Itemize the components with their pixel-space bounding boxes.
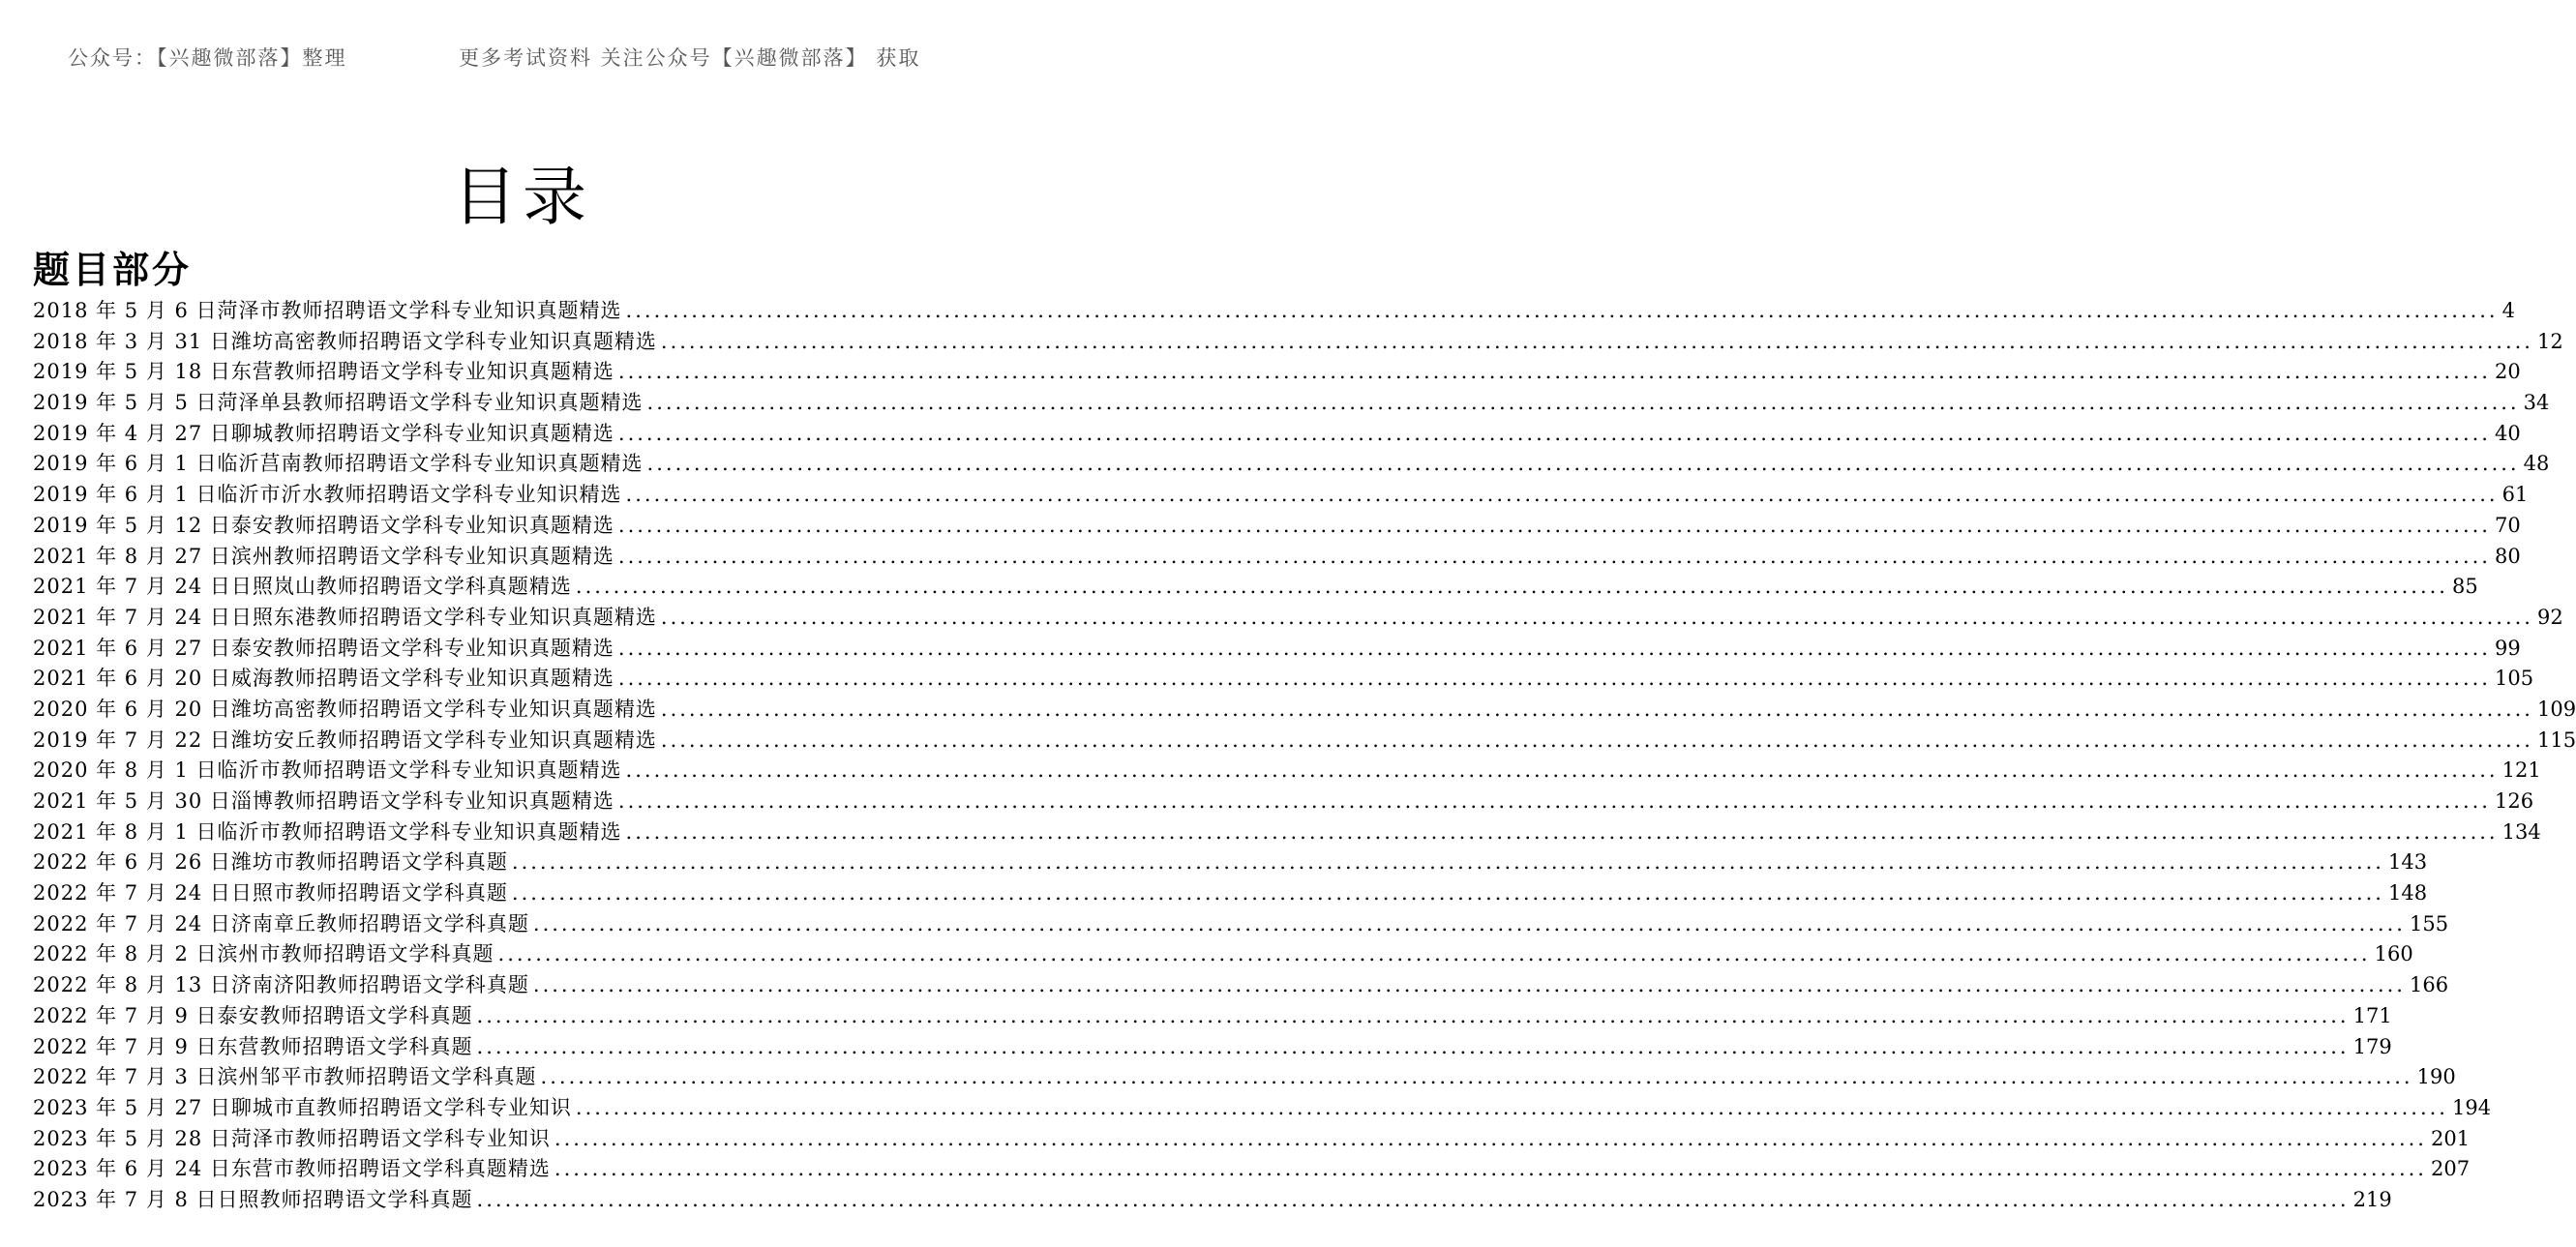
toc-entry-page-number: 148 bbox=[2387, 881, 2428, 906]
toc-dot-leader: ........................................................................................................................................................................................................ bbox=[540, 1065, 2413, 1089]
toc-entry[interactable] bbox=[33, 969, 2449, 1000]
toc-dot-leader: ........................................................................................................................................................................................................ bbox=[575, 575, 2448, 599]
toc-dot-leader: ........................................................................................................................................................................................................ bbox=[554, 1157, 2427, 1181]
toc-entry-page-number: 61 bbox=[2501, 483, 2529, 507]
toc-dot-leader: ........................................................................................................................................................................................................ bbox=[476, 1034, 2350, 1058]
toc-entry-page-number: 179 bbox=[2352, 1034, 2392, 1058]
toc-entry-title: 2018 年 3 月 31 日潍坊高密教师招聘语文学科专业知识真题精选 bbox=[33, 329, 657, 353]
toc-entry[interactable] bbox=[33, 908, 2449, 939]
toc-dot-leader: ........................................................................................................................................................................................................ bbox=[617, 544, 2491, 568]
toc-entry-title: 2021 年 8 月 1 日临沂市教师招聘语文学科专业知识真题精选 bbox=[33, 819, 622, 844]
toc-entry-page-number: 105 bbox=[2494, 667, 2534, 691]
toc-entry[interactable] bbox=[33, 1123, 2471, 1154]
toc-entry-title: 2022 年 8 月 13 日济南济阳教师招聘语文学科真题 bbox=[33, 973, 529, 997]
toc-entry[interactable] bbox=[33, 387, 2550, 418]
toc-dot-leader: ........................................................................................................................................................................................................ bbox=[476, 1003, 2350, 1027]
toc-entry[interactable] bbox=[33, 663, 2534, 694]
toc-entry-page-number: 20 bbox=[2494, 360, 2521, 384]
toc-entry-page-number: 166 bbox=[2409, 973, 2449, 997]
toc-entry-title: 2022 年 6 月 26 日潍坊市教师招聘语文学科真题 bbox=[33, 850, 508, 875]
toc-entry[interactable] bbox=[33, 1031, 2392, 1062]
toc-entry[interactable] bbox=[33, 846, 2428, 877]
toc-dot-leader: ........................................................................................................................................................................................................ bbox=[646, 452, 2520, 476]
toc-dot-leader: ........................................................................................................................................................................................................ bbox=[625, 483, 2499, 507]
toc-dot-leader: ........................................................................................................................................................................................................ bbox=[660, 697, 2533, 721]
toc-entry-page-number: 121 bbox=[2501, 758, 2541, 783]
toc-entry-title: 2019 年 6 月 1 日临沂莒南教师招聘语文学科专业知识真题精选 bbox=[33, 452, 644, 476]
toc-entry-page-number: 99 bbox=[2494, 636, 2521, 660]
toc-entry-page-number: 12 bbox=[2536, 329, 2563, 353]
toc-entry[interactable] bbox=[33, 755, 2541, 786]
toc-dot-leader: ........................................................................................................................................................................................................ bbox=[625, 819, 2499, 844]
toc-entry-title: 2019 年 4 月 27 日聊城教师招聘语文学科专业知识真题精选 bbox=[33, 421, 614, 445]
toc-entry[interactable] bbox=[33, 295, 2515, 326]
toc-dot-leader: ........................................................................................................................................................................................................ bbox=[660, 605, 2533, 629]
toc-entry-title: 2022 年 7 月 9 日东营教师招聘语文学科真题 bbox=[33, 1034, 473, 1058]
toc-entry-page-number: 143 bbox=[2387, 850, 2428, 875]
page-header bbox=[0, 43, 1045, 74]
table-of-contents bbox=[33, 295, 2576, 1215]
toc-entry-title: 2023 年 7 月 8 日日照教师招聘语文学科真题 bbox=[33, 1187, 473, 1211]
toc-entry-title: 2022 年 7 月 9 日泰安教师招聘语文学科真题 bbox=[33, 1003, 473, 1027]
toc-entry[interactable] bbox=[33, 633, 2521, 664]
toc-entry[interactable] bbox=[33, 786, 2534, 816]
toc-entry-title: 2020 年 6 月 20 日潍坊高密教师招聘语文学科专业知识真题精选 bbox=[33, 697, 657, 721]
toc-entry[interactable] bbox=[33, 356, 2521, 387]
toc-entry-page-number: 80 bbox=[2494, 544, 2521, 568]
toc-dot-leader: ........................................................................................................................................................................................................ bbox=[532, 911, 2406, 935]
toc-entry-page-number: 201 bbox=[2430, 1126, 2471, 1150]
toc-entry-page-number: 219 bbox=[2352, 1187, 2392, 1211]
toc-entry-title: 2021 年 7 月 24 日日照岚山教师招聘语文学科真题精选 bbox=[33, 575, 572, 599]
toc-entry-page-number: 48 bbox=[2523, 452, 2550, 476]
toc-dot-leader: ........................................................................................................................................................................................................ bbox=[617, 667, 2491, 691]
toc-entry[interactable] bbox=[33, 938, 2413, 969]
toc-entry[interactable] bbox=[33, 725, 2576, 756]
toc-dot-leader: ........................................................................................................................................................................................................ bbox=[617, 789, 2491, 813]
toc-entry[interactable] bbox=[33, 1092, 2492, 1123]
toc-entry-title: 2023 年 6 月 24 日东营市教师招聘语文学科真题精选 bbox=[33, 1157, 551, 1181]
toc-entry[interactable] bbox=[33, 816, 2541, 847]
toc-entry-title: 2019 年 5 月 12 日泰安教师招聘语文学科专业知识真题精选 bbox=[33, 513, 614, 537]
toc-entry[interactable] bbox=[33, 510, 2521, 541]
toc-dot-leader: ........................................................................................................................................................................................................ bbox=[660, 727, 2533, 752]
toc-dot-leader: ........................................................................................................................................................................................................ bbox=[511, 850, 2384, 875]
toc-entry-page-number: 194 bbox=[2451, 1095, 2492, 1119]
toc-entry-page-number: 155 bbox=[2409, 911, 2449, 935]
toc-entry-page-number: 4 bbox=[2501, 299, 2515, 322]
toc-entry-title: 2019 年 5 月 5 日菏泽单县教师招聘语文学科专业知识真题精选 bbox=[33, 391, 644, 415]
toc-entry-title: 2023 年 5 月 28 日菏泽市教师招聘语文学科专业知识 bbox=[33, 1126, 551, 1150]
toc-entry-title: 2021 年 8 月 27 日滨州教师招聘语文学科专业知识真题精选 bbox=[33, 544, 614, 568]
page-title: 目录 bbox=[453, 160, 592, 234]
toc-entry[interactable] bbox=[33, 1000, 2392, 1031]
toc-entry[interactable] bbox=[33, 1061, 2456, 1092]
toc-entry-page-number: 85 bbox=[2451, 575, 2478, 599]
toc-entry-title: 2022 年 7 月 3 日滨州邹平市教师招聘语文学科真题 bbox=[33, 1065, 537, 1089]
toc-entry[interactable] bbox=[33, 479, 2529, 510]
header-right-text: 更多考试资料 关注公众号【兴趣微部落】 获取 bbox=[459, 46, 921, 70]
toc-dot-leader: ........................................................................................................................................................................................................ bbox=[625, 299, 2499, 322]
toc-entry-page-number: 92 bbox=[2536, 605, 2563, 629]
toc-dot-leader: ........................................................................................................................................................................................................ bbox=[617, 513, 2491, 537]
toc-dot-leader: ........................................................................................................................................................................................................ bbox=[476, 1187, 2350, 1211]
header-left-text: 公众号：【兴趣微部落】整理 bbox=[68, 46, 347, 70]
toc-entry-page-number: 40 bbox=[2494, 421, 2521, 445]
toc-dot-leader: ........................................................................................................................................................................................................ bbox=[511, 881, 2384, 906]
toc-entry-title: 2018 年 5 月 6 日菏泽市教师招聘语文学科专业知识真题精选 bbox=[33, 299, 622, 322]
toc-entry[interactable] bbox=[33, 602, 2563, 633]
toc-entry-title: 2021 年 7 月 24 日日照东港教师招聘语文学科专业知识真题精选 bbox=[33, 605, 657, 629]
toc-dot-leader: ........................................................................................................................................................................................................ bbox=[497, 942, 2371, 966]
toc-entry-title: 2021 年 5 月 30 日淄博教师招聘语文学科专业知识真题精选 bbox=[33, 789, 614, 813]
toc-entry-title: 2020 年 8 月 1 日临沂市教师招聘语文学科专业知识真题精选 bbox=[33, 758, 622, 783]
toc-entry-page-number: 109 bbox=[2536, 697, 2576, 721]
toc-dot-leader: ........................................................................................................................................................................................................ bbox=[646, 391, 2520, 415]
toc-entry[interactable] bbox=[33, 1184, 2392, 1215]
toc-entry[interactable] bbox=[33, 877, 2428, 908]
toc-entry-page-number: 115 bbox=[2536, 727, 2576, 752]
toc-dot-leader: ........................................................................................................................................................................................................ bbox=[532, 973, 2406, 997]
toc-entry[interactable] bbox=[33, 418, 2521, 449]
toc-entry-page-number: 160 bbox=[2374, 942, 2413, 966]
toc-entry-page-number: 34 bbox=[2523, 391, 2550, 415]
toc-entry-page-number: 171 bbox=[2352, 1003, 2392, 1027]
toc-dot-leader: ........................................................................................................................................................................................................ bbox=[617, 636, 2491, 660]
toc-entry-page-number: 207 bbox=[2430, 1157, 2471, 1181]
toc-dot-leader: ........................................................................................................................................................................................................ bbox=[575, 1095, 2448, 1119]
toc-entry-title: 2019 年 5 月 18 日东营教师招聘语文学科专业知识真题精选 bbox=[33, 360, 614, 384]
toc-dot-leader: ........................................................................................................................................................................................................ bbox=[625, 758, 2499, 783]
toc-entry[interactable] bbox=[33, 448, 2550, 479]
toc-entry-title: 2022 年 8 月 2 日滨州市教师招聘语文学科真题 bbox=[33, 942, 494, 966]
toc-entry-title: 2022 年 7 月 24 日日照市教师招聘语文学科真题 bbox=[33, 881, 508, 906]
toc-entry[interactable] bbox=[33, 1153, 2471, 1184]
toc-entry-page-number: 126 bbox=[2494, 789, 2534, 813]
toc-entry-title: 2021 年 6 月 27 日泰安教师招聘语文学科专业知识真题精选 bbox=[33, 636, 614, 660]
toc-dot-leader: ........................................................................................................................................................................................................ bbox=[660, 329, 2533, 353]
toc-dot-leader: ........................................................................................................................................................................................................ bbox=[617, 421, 2491, 445]
toc-entry-page-number: 70 bbox=[2494, 513, 2521, 537]
toc-entry-page-number: 190 bbox=[2416, 1065, 2456, 1089]
toc-entry-title: 2019 年 7 月 22 日潍坊安丘教师招聘语文学科专业知识真题精选 bbox=[33, 727, 657, 752]
toc-entry[interactable] bbox=[33, 571, 2478, 602]
toc-entry-title: 2023 年 5 月 27 日聊城市直教师招聘语文学科专业知识 bbox=[33, 1095, 572, 1119]
section-heading: 题目部分 bbox=[33, 248, 193, 291]
toc-entry[interactable] bbox=[33, 541, 2521, 572]
toc-entry[interactable] bbox=[33, 694, 2576, 725]
toc-dot-leader: ........................................................................................................................................................................................................ bbox=[617, 360, 2491, 384]
toc-entry-page-number: 134 bbox=[2501, 819, 2541, 844]
toc-entry[interactable] bbox=[33, 326, 2563, 357]
toc-entry-title: 2021 年 6 月 20 日威海教师招聘语文学科专业知识真题精选 bbox=[33, 667, 614, 691]
toc-entry-title: 2019 年 6 月 1 日临沂市沂水教师招聘语文学科专业知识精选 bbox=[33, 483, 622, 507]
toc-dot-leader: ........................................................................................................................................................................................................ bbox=[554, 1126, 2427, 1150]
toc-entry-title: 2022 年 7 月 24 日济南章丘教师招聘语文学科真题 bbox=[33, 911, 529, 935]
